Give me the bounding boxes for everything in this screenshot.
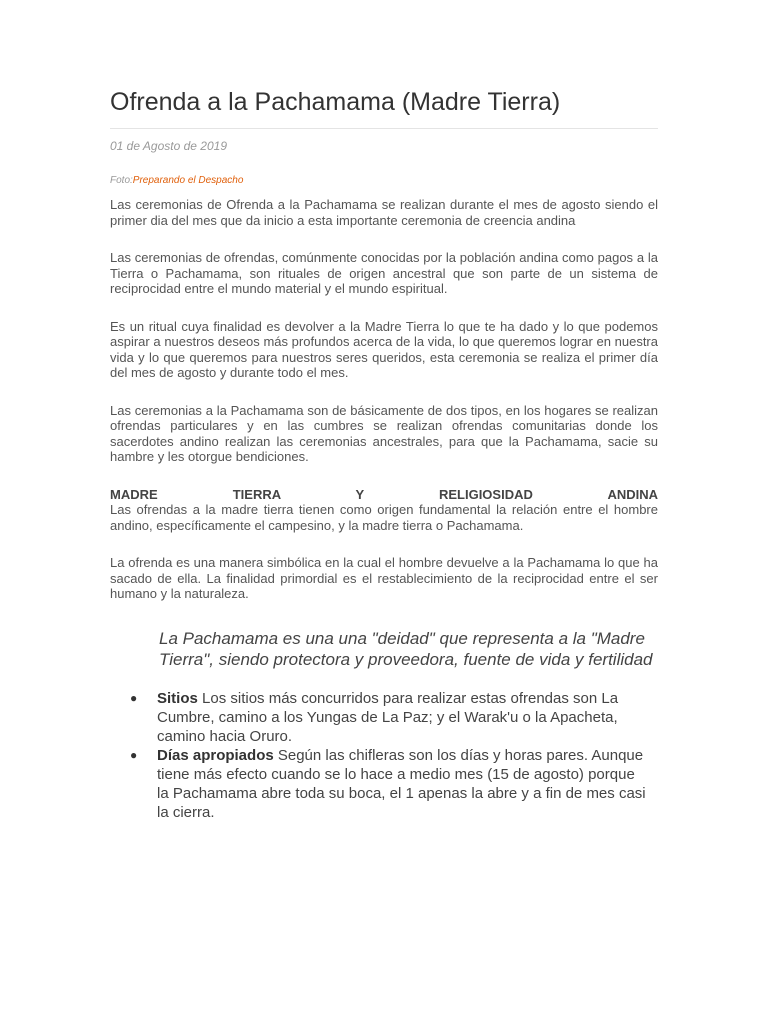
paragraph-ofrendas: Las ceremonias de ofrendas, comúnmente conocidas por la población andina como pagos a la Tierra o Pachamama, son rituales de origen ancestral que son parte de un sistema de reciprocidad entre el mundo material y el mundo espiritual. [110, 250, 658, 296]
bullet-list [130, 689, 650, 822]
photo-caption-link[interactable]: Preparando el Despacho [132, 175, 244, 186]
pull-quote: La Pachamama es una una "deidad" que representa a la "Madre Tierra", siendo protectora y proveedora, fuente de vida y fertilidad [159, 628, 653, 669]
bullet-text: Los sitios más concurridos para realizar estas ofrendas son La Cumbre, camino a los Yungas de La Paz; y el Warak'u o la Apacheta, camino hacia Oruro. [157, 689, 619, 745]
bullet-icon: ● [130, 690, 138, 705]
bullet-term: Sitios [157, 689, 198, 707]
bullet-icon: ● [130, 747, 138, 762]
list-item [130, 746, 650, 822]
section-heading: MADRE TIERRA Y RELIGIOSIDAD ANDINA [110, 486, 658, 502]
publish-date: 01 de Agosto de 2019 [110, 139, 227, 153]
bullet-term: Días apropiados [157, 746, 274, 764]
paragraph-origen: Las ofrendas a la madre tierra tienen como origen fundamental la relación entre el hombre andino, específicamente el campesino, y la madre tierra o Pachamama. [110, 502, 658, 533]
paragraph-tipos: Las ceremonias a la Pachamama son de básicamente de dos tipos, en los hogares se realizan ofrendas particulares y en las cumbres se realizan ofrendas comunitarias donde los sacerdotes andino realizan las ceremonias ancestrales, para que la Pachamama, sacie su hambre y les otorgue bendiciones. [110, 402, 658, 464]
photo-label: Foto: [110, 175, 133, 186]
paragraph-simbolica: La ofrenda es una manera simbólica en la cual el hombre devuelve a la Pachamama lo que ha sacado de ella. La finalidad primordial es el restablecimiento de la reciprocidad entre el ser humano y la naturaleza. [110, 555, 658, 601]
article [110, 0, 658, 822]
paragraph-ritual: Es un ritual cuya finalidad es devolver a la Madre Tierra lo que te ha dado y lo que podemos aspirar a nuestros deseos más profundos acerca de la vida, lo que queremos lograr en nuestra vida y lo que queremos para nuestros seres queridos, esta ceremonia se realiza el primer día del mes de agosto y durante todo el mes. [110, 318, 658, 380]
section-madre-tierra [110, 487, 658, 534]
list-item [130, 689, 650, 746]
photo-credit [110, 174, 658, 188]
page-title: Ofrenda a la Pachamama (Madre Tierra) [110, 0, 658, 129]
bullet-text: Según las chifleras son los días y horas pares. Aunque tiene más efecto cuando se lo hace a medio mes (15 de agosto) porque la Pachamama abre toda su boca, el 1 apenas la abre y a fin de mes casi la cierra. [157, 746, 646, 821]
paragraph-intro: Las ceremonias de Ofrenda a la Pachamama se realizan durante el mes de agosto siendo el primer dia del mes que da inicio a esta importante ceremonia de creencia andina [110, 197, 658, 228]
